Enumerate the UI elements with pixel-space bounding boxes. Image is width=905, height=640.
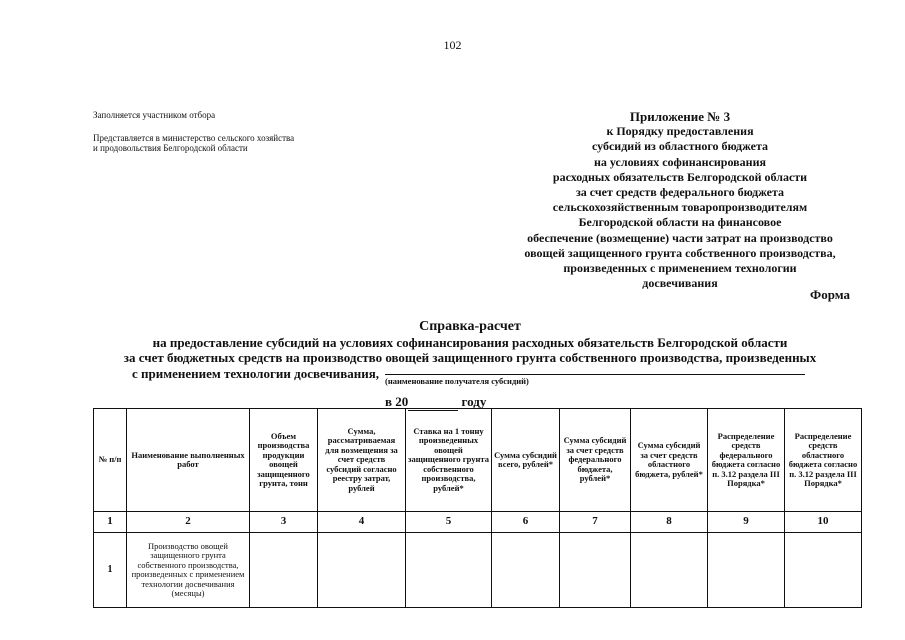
column-number: 8 — [631, 512, 708, 533]
row-work-name: Производство овощей защищенного грунта собственного производства, произведенных с применением технологии досвечивания (месяцы) — [127, 533, 250, 608]
appendix-line: сельскохозяйственным товаропроизводителям — [552, 200, 808, 215]
appendix-title: Приложение № 3 — [629, 109, 731, 124]
column-number: 3 — [250, 512, 318, 533]
header-cell-federal-distribution: Распределение средств федерального бюджета согласно п. 3.12 раздела III Порядка* — [708, 409, 785, 512]
row-cell-federal-distribution[interactable] — [708, 533, 785, 608]
page-number: 102 — [443, 38, 462, 52]
appendix-line: расходных обязательств Белгородской области — [552, 169, 808, 184]
appendix-block — [470, 109, 890, 291]
form-label: Форма — [810, 287, 850, 302]
column-number: 1 — [94, 512, 127, 533]
appendix-line: овощей защищенного грунта собственного производства, — [524, 245, 836, 260]
header-cell-amount: Сумма, рассматриваемая для возмещения за счет средств субсидий согласно реестру затрат, рублей — [318, 409, 406, 512]
filled-by-note: Заполняется участником отбора — [93, 110, 216, 120]
appendix-line: субсидий из областного бюджета — [591, 139, 769, 154]
row-cell-volume[interactable] — [250, 533, 318, 608]
year-prefix: в 20 — [385, 394, 409, 409]
recipient-hint: (наименование получателя субсидий) — [385, 376, 529, 386]
table-row — [94, 533, 862, 608]
column-number: 9 — [708, 512, 785, 533]
row-cell-regional-distribution[interactable] — [785, 533, 862, 608]
appendix-line: досвечивания — [642, 276, 718, 291]
appendix-line: Белгородской области на финансовое — [578, 215, 782, 230]
header-cell-regional-distribution: Распределение средств областного бюджета согласно п. 3.12 раздела III Порядка* — [785, 409, 862, 512]
column-number: 10 — [785, 512, 862, 533]
header-cell-federal: Сумма субсидий за счет средств федерального бюджета, рублей* — [560, 409, 631, 512]
row-cell-regional[interactable] — [631, 533, 708, 608]
calculation-table — [93, 408, 862, 608]
year-suffix: году — [461, 394, 487, 409]
row-number: 1 — [94, 533, 127, 608]
table-header-row — [94, 409, 862, 512]
column-number-row — [94, 512, 862, 533]
column-number: 6 — [492, 512, 560, 533]
row-cell-amount[interactable] — [318, 533, 406, 608]
header-cell-work: Наименование выполненных работ — [127, 409, 250, 512]
row-cell-rate[interactable] — [406, 533, 492, 608]
appendix-line: на условиях софинансирования — [594, 154, 766, 169]
heading-line2: за счет бюджетных средств на производство овощей защищенного грунта собственного производства, произведенных — [123, 350, 817, 365]
column-number: 5 — [406, 512, 492, 533]
heading-title: Справка-расчет — [419, 319, 521, 334]
header-cell-num: № п/п — [94, 409, 127, 512]
header-cell-volume: Объем производства продукции овощей защищенного грунта, тонн — [250, 409, 318, 512]
heading-line3: с применением технологии досвечивания, — [132, 365, 380, 381]
submitted-to-line1: Представляется в министерство сельского хозяйства — [93, 133, 295, 143]
submitted-to-line2: и продовольствия Белгородской области — [93, 143, 248, 153]
column-number: 7 — [560, 512, 631, 533]
submitted-to-note — [93, 133, 353, 153]
row-cell-federal[interactable] — [560, 533, 631, 608]
header-cell-rate: Ставка на 1 тонну произведенных овощей защищенного грунта собственного производства, рублей* — [406, 409, 492, 512]
row-cell-total[interactable] — [492, 533, 560, 608]
appendix-line: обеспечение (возмещение) части затрат на производство — [527, 230, 833, 245]
recipient-underline — [385, 374, 805, 375]
appendix-line: к Порядку предоставления — [606, 124, 754, 139]
column-number: 2 — [127, 512, 250, 533]
heading-line1: на предоставление субсидий на условиях софинансирования расходных обязательств Белгородской области — [152, 334, 788, 350]
appendix-line: произведенных с применением технологии — [563, 261, 797, 276]
header-cell-regional: Сумма субсидий за счет средств областного бюджета, рублей* — [631, 409, 708, 512]
document-heading — [90, 319, 850, 381]
column-number: 4 — [318, 512, 406, 533]
header-cell-total: Сумма субсидий всего, рублей* — [492, 409, 560, 512]
appendix-line: за счет средств федерального бюджета — [575, 185, 785, 200]
